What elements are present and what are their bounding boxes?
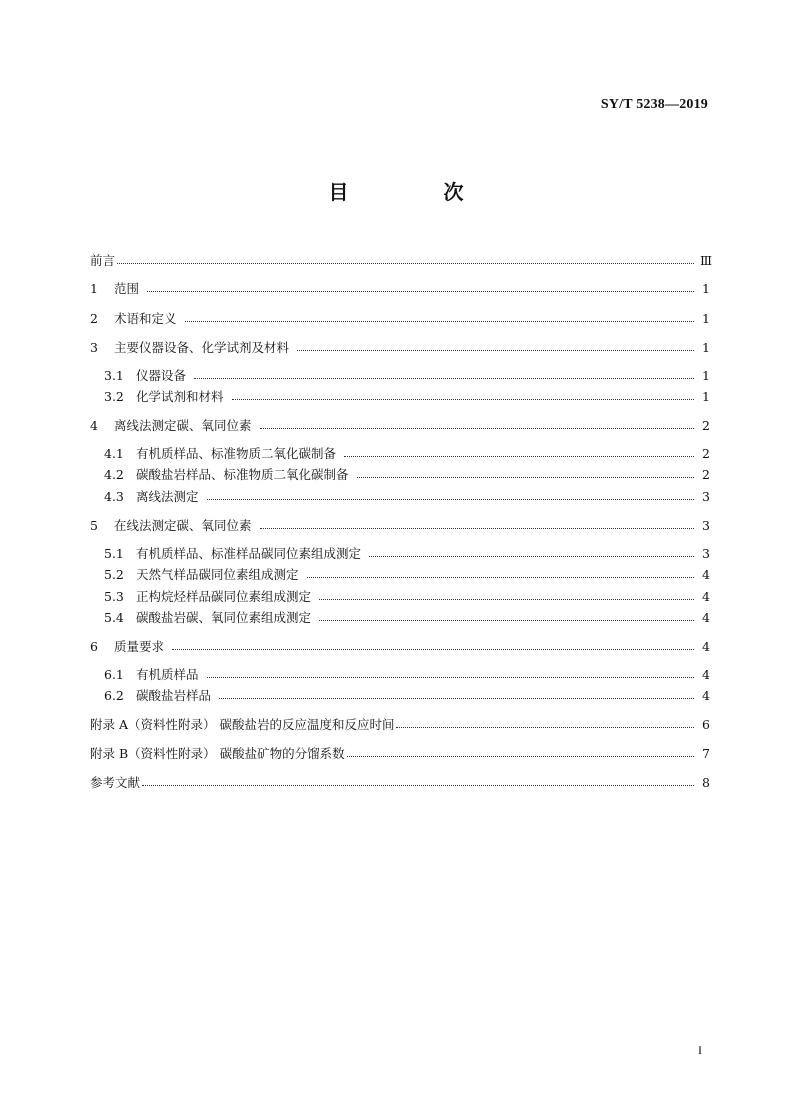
toc-entry-label: 碳酸盐岩样品 xyxy=(136,688,212,703)
toc-entry[interactable] xyxy=(104,564,710,584)
toc-entry-page: 2 xyxy=(702,445,710,461)
toc-entry-label: 主要仪器设备、化学试剂及材料 xyxy=(114,340,290,355)
toc-entry-number: 4.2 xyxy=(104,466,124,482)
toc-leader-dots xyxy=(260,416,694,429)
toc-entry-page: 1 xyxy=(702,280,710,296)
toc-leader-dots xyxy=(357,465,694,478)
toc-leader-dots xyxy=(117,251,694,264)
toc-entry-page: 3 xyxy=(702,545,710,561)
toc-entry-page: 4 xyxy=(702,588,710,604)
standard-code: SY/T 5238—2019 xyxy=(600,97,708,112)
toc-leader-dots xyxy=(396,715,694,728)
toc-entry[interactable] xyxy=(90,636,710,656)
toc-leader-dots xyxy=(347,744,694,757)
toc-entry-label: 有机质样品、标准物质二氧化碳制备 xyxy=(136,446,337,461)
toc-entry-label: 离线法测定碳、氧同位素 xyxy=(114,418,252,433)
toc-entry-number: 1 xyxy=(90,280,98,296)
toc-entry-number: 4 xyxy=(90,417,98,433)
toc-entry-number: 5.2 xyxy=(104,566,124,582)
toc-entry-page: 4 xyxy=(702,566,710,582)
toc-leader-dots xyxy=(369,544,694,557)
toc-entry[interactable] xyxy=(90,772,710,792)
toc-entry[interactable] xyxy=(104,543,710,563)
toc-entry-label: 化学试剂和材料 xyxy=(136,389,224,404)
toc-entry-number: 5.3 xyxy=(104,588,124,604)
toc-title: 目 次 xyxy=(328,180,508,204)
toc-entry[interactable] xyxy=(90,515,710,535)
toc-entry-page: 7 xyxy=(702,745,710,761)
toc-leader-dots xyxy=(147,279,694,292)
toc-entry[interactable] xyxy=(90,278,710,298)
toc-leader-dots xyxy=(297,338,694,351)
toc-entry-number: 6 xyxy=(90,638,98,654)
toc-entry-label: 术语和定义 xyxy=(114,311,177,326)
toc-entry-number: 3.2 xyxy=(104,388,124,404)
toc-entry-label: 参考文献 xyxy=(90,775,141,790)
toc-entry-label: 仪器设备 xyxy=(136,368,187,383)
toc-entry-number: 3.1 xyxy=(104,367,124,383)
toc-entry-label: 离线法测定 xyxy=(136,489,199,504)
toc-entry[interactable] xyxy=(90,250,713,270)
toc-entry-page: 4 xyxy=(702,666,710,682)
toc-entry-number: 4.1 xyxy=(104,445,124,461)
toc-entry-page: 1 xyxy=(702,388,710,404)
toc-entry-page: 4 xyxy=(702,609,710,625)
toc-entry-page: 4 xyxy=(702,687,710,703)
toc-entry[interactable] xyxy=(104,486,710,506)
toc-entry-label: 碳酸盐岩碳、氧同位素组成测定 xyxy=(136,610,312,625)
toc-entry[interactable] xyxy=(104,464,710,484)
toc-leader-dots xyxy=(142,773,694,786)
toc-leader-dots xyxy=(207,665,694,678)
toc-leader-dots xyxy=(232,387,694,400)
page-number: I xyxy=(698,1043,702,1057)
toc-entry-page: 1 xyxy=(702,310,710,326)
toc-entry-page: Ⅲ xyxy=(700,252,713,268)
toc-entry-page: 3 xyxy=(702,488,710,504)
toc-entry-number: 5.4 xyxy=(104,609,124,625)
toc-entry-label: 附录 A（资料性附录） 碳酸盐岩的反应温度和反应时间 xyxy=(90,717,395,732)
toc-entry-label: 范围 xyxy=(114,281,140,296)
toc-leader-dots xyxy=(260,516,694,529)
toc-leader-dots xyxy=(172,637,694,650)
toc-entry-page: 1 xyxy=(702,367,710,383)
toc-entry-number: 4.3 xyxy=(104,488,124,504)
toc-entry-page: 4 xyxy=(702,638,710,654)
toc-entry[interactable] xyxy=(104,607,710,627)
toc-entry-page: 1 xyxy=(702,339,710,355)
toc-entry-number: 5.1 xyxy=(104,545,124,561)
toc-entry[interactable] xyxy=(90,415,710,435)
toc-leader-dots xyxy=(219,686,694,699)
toc-leader-dots xyxy=(319,587,694,600)
toc-entry-label: 前言 xyxy=(90,253,116,268)
toc-entry-number: 6.1 xyxy=(104,666,124,682)
toc-entry-number: 3 xyxy=(90,339,98,355)
toc-entry-label: 天然气样品碳同位素组成测定 xyxy=(136,567,299,582)
toc-leader-dots xyxy=(319,608,694,621)
toc-entry-label: 在线法测定碳、氧同位素 xyxy=(114,518,252,533)
toc-entry-label: 附录 B（资料性附录） 碳酸盐矿物的分馏系数 xyxy=(90,746,345,761)
toc-entry-label: 有机质样品 xyxy=(136,667,199,682)
toc-leader-dots xyxy=(307,565,694,578)
toc-entry-page: 8 xyxy=(702,774,710,790)
toc-entry-number: 5 xyxy=(90,517,98,533)
toc-entry-page: 6 xyxy=(702,716,710,732)
toc-entry[interactable] xyxy=(104,664,710,684)
toc-leader-dots xyxy=(344,444,694,457)
toc-entry-page: 2 xyxy=(702,417,710,433)
toc-entry-label: 碳酸盐岩样品、标准物质二氧化碳制备 xyxy=(136,467,349,482)
toc-leader-dots xyxy=(194,366,694,379)
toc-entry[interactable] xyxy=(90,337,710,357)
toc-entry[interactable] xyxy=(104,386,710,406)
toc-entry-label: 正构烷烃样品碳同位素组成测定 xyxy=(136,589,312,604)
toc-entry-label: 有机质样品、标准样品碳同位素组成测定 xyxy=(136,546,362,561)
toc-entry-label: 质量要求 xyxy=(114,639,165,654)
toc-entry[interactable] xyxy=(90,308,710,328)
toc-entry[interactable] xyxy=(90,714,710,734)
toc-entry-number: 2 xyxy=(90,310,98,326)
toc-entry[interactable] xyxy=(104,443,710,463)
toc-leader-dots xyxy=(207,487,694,500)
toc-entry[interactable] xyxy=(104,586,710,606)
toc-entry-page: 3 xyxy=(702,517,710,533)
toc-leader-dots xyxy=(185,309,694,322)
toc-entry[interactable] xyxy=(104,365,710,385)
toc-entry-number: 6.2 xyxy=(104,687,124,703)
toc-entry[interactable] xyxy=(104,685,710,705)
toc-entry[interactable] xyxy=(90,743,710,763)
toc-entry-page: 2 xyxy=(702,466,710,482)
